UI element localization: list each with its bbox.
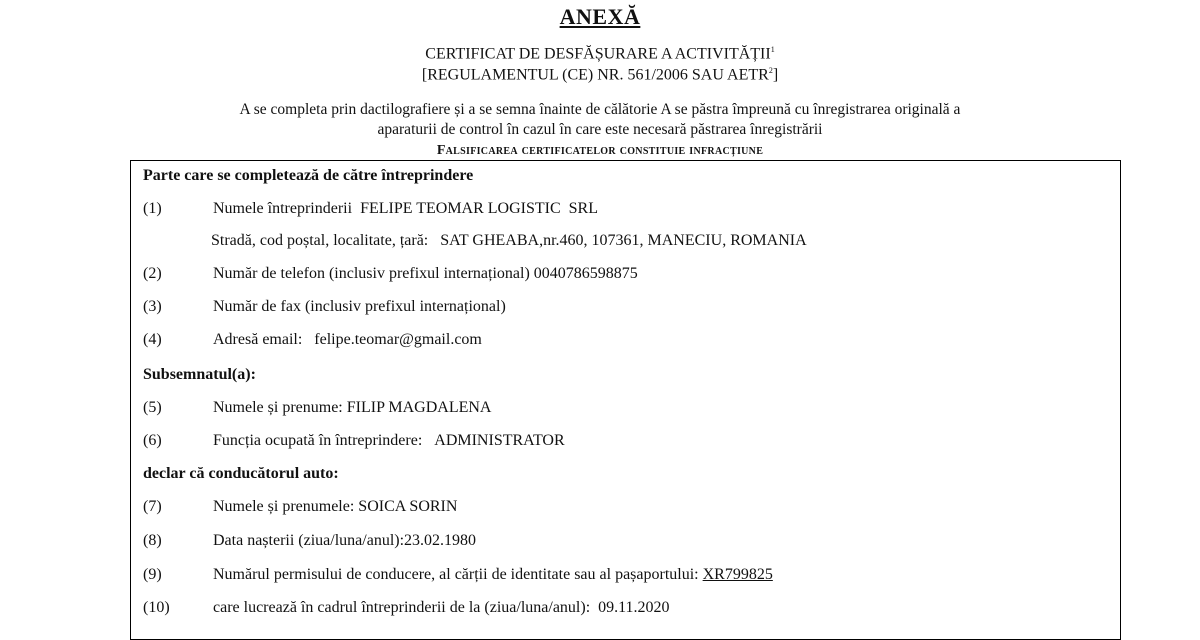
field-label: Numele și prenume: — [213, 399, 343, 416]
field-number: (9) — [143, 566, 162, 583]
instruction-line-1: A se completa prin dactilografiere și a se semna înainte de călătorie A se păstra împreună cu înregistrarea originală a — [239, 101, 961, 118]
signatory-name-value: FILIP MAGDALENA — [346, 399, 492, 416]
field-text — [213, 265, 638, 283]
field-label: Adresă email: — [213, 331, 303, 348]
field-label: Numele întreprinderii — [213, 200, 353, 217]
field-number: (10) — [143, 599, 170, 616]
field-text — [213, 532, 476, 550]
field-label: Funcția ocupată în întreprindere: — [213, 432, 423, 449]
email-value: felipe.teomar@gmail.com — [314, 331, 482, 348]
instruction-line-2: aparaturii de control în cazul în care este necesară păstrarea înregistrării — [377, 121, 823, 138]
field-label: Stradă, cod poștal, localitate, țară: — [211, 232, 429, 249]
field-text — [211, 232, 807, 250]
section-company: Parte care se completează de către întreprindere — [143, 167, 474, 184]
footnote-marker-2: 2 — [768, 66, 773, 75]
document-title: ANEXĂ — [559, 4, 641, 29]
field-text — [213, 566, 773, 584]
field-text — [213, 399, 491, 417]
field-number: (8) — [143, 532, 162, 549]
field-label: Data nașterii (ziua/luna/anul): — [213, 532, 405, 549]
employment-start-value: 09.11.2020 — [598, 599, 670, 616]
field-label: Număr de fax (inclusiv prefixul internațional) — [213, 298, 506, 315]
regulation-reference-end: ] — [772, 66, 779, 84]
forgery-warning: Falsificarea certificatelor constituie infracțiune — [436, 143, 764, 158]
regulation-reference-text: [REGULAMENTUL (CE) NR. 561/2006 SAU AETR — [421, 66, 769, 84]
field-number: (5) — [143, 399, 162, 416]
regulation-reference — [0, 66, 1200, 84]
driver-name-value: SOICA SORIN — [358, 498, 458, 515]
field-number: (2) — [143, 265, 162, 282]
certificate-heading-text: CERTIFICAT DE DESFĂȘURARE A ACTIVITĂȚII — [425, 45, 771, 63]
field-number: (7) — [143, 498, 162, 515]
birth-date-value: 23.02.1980 — [404, 532, 477, 549]
certificate-heading — [0, 45, 1200, 63]
field-label: Număr de telefon (inclusiv prefixul internațional) — [213, 265, 530, 282]
address-value: SAT GHEABA,nr.460, 107361, MANECIU, ROMANIA — [440, 232, 807, 249]
phone-value: 0040786598875 — [533, 265, 638, 282]
field-text — [213, 200, 598, 218]
license-number-value: XR799825 — [702, 566, 773, 583]
field-label: care lucrează în cadrul întreprinderii de la (ziua/luna/anul): — [213, 599, 591, 616]
field-number: (6) — [143, 432, 162, 449]
section-undersigned: Subsemnatul(a): — [143, 366, 256, 383]
field-text — [213, 498, 457, 516]
field-number: (1) — [143, 200, 162, 217]
field-text — [213, 599, 670, 617]
position-value: ADMINISTRATOR — [434, 432, 565, 449]
field-text — [213, 432, 565, 450]
section-driver: declar că conducătorul auto: — [143, 465, 339, 482]
field-label: Numărul permisului de conducere, al cărții de identitate sau al pașaportului: — [213, 566, 699, 583]
footnote-marker-1: 1 — [770, 45, 775, 54]
field-label: Numele și prenumele: — [213, 498, 355, 515]
field-text — [213, 331, 482, 349]
company-name-value: FELIPE TEOMAR LOGISTIC SRL — [360, 200, 598, 217]
field-number: (3) — [143, 298, 162, 315]
field-number: (4) — [143, 331, 162, 348]
